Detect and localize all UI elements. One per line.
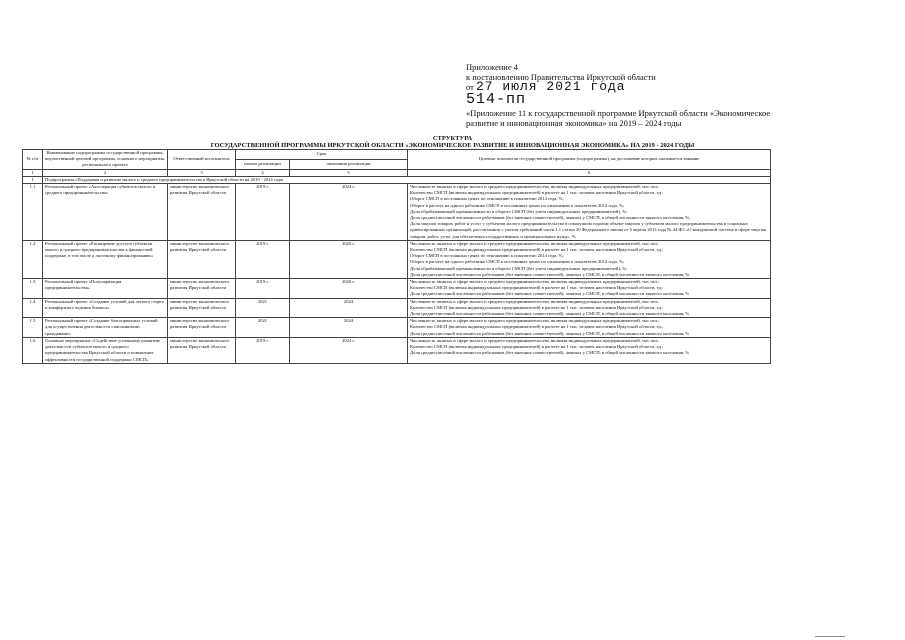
table-row — [23, 318, 771, 338]
header-targets: Целевые показатели государственной программы (подпрограммы), на достижение которых оказывается влияние — [408, 150, 771, 170]
row-targets — [408, 279, 771, 299]
resolution-number: 514-пп — [466, 91, 527, 108]
target-indicator: Доля среднесписочной численности работников (без внешних совместителей), занятых у СМСП, в общей численности занятого населения, % — [410, 311, 690, 317]
row-end: 2024 — [290, 318, 408, 338]
table-row — [23, 184, 771, 241]
row-end: 2020 г. — [290, 279, 408, 299]
row-start: 2021 — [236, 318, 290, 338]
table-row — [23, 240, 771, 278]
resolution-date: 27 июля 2021 года — [475, 79, 626, 94]
section-num: 1 — [23, 176, 43, 183]
target-indicator: Численность занятых в сфере малого и среднего предпринимательства, включая индивидуальных предпринимателей, тыс.чел.; — [410, 279, 660, 285]
row-targets — [408, 318, 771, 338]
reference-text — [466, 108, 811, 128]
row-start: 2021 — [236, 298, 290, 318]
header-num: № п/п — [23, 150, 43, 170]
target-indicator: Доля среднесписочной численности работников (без внешних совместителей), занятых у СМСП, в общей численности занятого населения, % — [410, 291, 690, 297]
column-number: 4 — [236, 169, 290, 176]
target-indicator: Численность занятых в сфере малого и среднего предпринимательства, включая индивидуальных предпринимателей, тыс.чел.; — [410, 337, 660, 343]
target-indicator: Доля среднесписочной численности работников (без внешних совместителей), занятых у СМСП, в общей численности занятого населения, %; — [410, 215, 691, 221]
column-number-row — [23, 169, 771, 176]
header-start: начала реализации — [236, 159, 290, 169]
row-name: Региональный проект «Создание условий для легкого старта и комфортного ведения бизнеса» — [43, 298, 168, 318]
column-number: 6 — [408, 169, 771, 176]
row-responsible: министерство экономического развития Иркутской области — [168, 279, 236, 299]
target-indicator: Численность занятых в сфере малого и среднего предпринимательства, включая индивидуальных предпринимателей, тыс.чел.; — [410, 240, 660, 246]
target-indicator: Численность занятых в сфере малого и среднего предпринимательства, включая индивидуальных предпринимателей, тыс.чел.; — [410, 318, 660, 324]
row-num: 1.5 — [23, 318, 43, 338]
column-number: 5 — [290, 169, 408, 176]
target-indicator: Оборот в расчете на одного работника СМСП в постоянных ценах по отношению к показателю 2014 года, %; — [410, 259, 625, 265]
header-responsible: Ответственный исполнитель — [168, 150, 236, 170]
row-name: Региональный проект «Акселерация субъектов малого и среднего предпринимательства» — [43, 184, 168, 241]
table-row — [23, 298, 771, 318]
structure-table — [22, 149, 771, 364]
table-row — [23, 337, 771, 363]
header-term: Срок — [236, 150, 408, 160]
section-title: Подпрограмма «Поддержка и развитие малого и среднего предпринимательства в Иркутской области на 2019 - 2024 годы — [43, 176, 771, 183]
row-targets — [408, 337, 771, 363]
header-name: Наименование подпрограммы государственной программы, ведомственной целевой программы, основного мероприятия, регионального проекта — [43, 150, 168, 170]
row-name: Региональный проект «Популяризация предпринимательства» — [43, 279, 168, 299]
row-num: 1.6 — [23, 337, 43, 363]
target-indicator: Доля среднесписочной численности работников (без внешних совместителей), занятых у СМСП, в общей численности занятого населения, %. — [410, 271, 691, 277]
table-header-row — [23, 150, 771, 160]
row-start: 2019 г. — [236, 337, 290, 363]
column-number: 3 — [168, 169, 236, 176]
resolution-line: к постановлению Правительства Иркутской области — [466, 72, 656, 82]
section-row — [23, 176, 771, 183]
row-targets — [408, 184, 771, 241]
document-title: СТРУКТУРА — [432, 135, 473, 142]
target-indicator: Численность занятых в сфере малого и среднего предпринимательства, включая индивидуальных предпринимателей, тыс.чел.; — [410, 184, 660, 190]
reference-line-1: «Приложение 11 к государственной программе Иркутской области «Экономическое — [466, 108, 771, 118]
row-end: 2020 г. — [290, 240, 408, 278]
row-num: 1.3 — [23, 279, 43, 299]
target-indicator: Оборот СМСП в постоянных ценах по отношению к показателю 2014 года, %; — [410, 253, 564, 259]
row-responsible: министерство экономического развития Иркутской области — [168, 240, 236, 278]
row-name: Основное мероприятие «Содействие успешному развитию деятельности субъектов малого и среднего предпринимательства Иркутской области и повышение эффективности государственной поддержки СМСП» — [43, 337, 168, 363]
table-row — [23, 279, 771, 299]
target-indicator: Доля закупок товаров, работ и услуг у субъектов малого предпринимательства в совокупном годовом объеме закупок у субъектов малого предпринимательства и социально ориентированных организаций, рассчитанном с учетом требований части 1.1 статьи 30 Федерального закона от 5 апреля 2013 года № 44-ФЗ «О контрактной системе в сфере закупок товаров, работ, услуг для обеспечения государственных и муниципальных нужд», % — [410, 221, 767, 239]
target-indicator: Количество СМСП (включая индивидуальных предпринимателей) в расчете на 1 тыс. человек населения Иркутской области, ед.; — [410, 344, 664, 350]
target-indicator: Оборот в расчете на одного работника СМСП в постоянных ценах по отношению к показателю 2014 года, %; — [410, 202, 625, 208]
header-end: окончания реализации — [290, 159, 408, 169]
row-responsible: министерство экономического развития Иркутской области — [168, 298, 236, 318]
target-indicator: Количество СМСП (включая индивидуальных предпринимателей) в расчете на 1 тыс. человек населения Иркутской области, ед.; — [410, 247, 664, 253]
target-indicator: Количество СМСП (включая индивидуальных предпринимателей) в расчете на 1 тыс. человек населения Иркутской области, ед.; — [410, 285, 664, 291]
target-indicator: Оборот СМСП в постоянных ценах по отношению к показателю 2014 года, %; — [410, 196, 564, 202]
row-end: 2024 г. — [290, 184, 408, 241]
column-number: 1 — [23, 169, 43, 176]
edge-mark — [815, 636, 845, 637]
row-responsible: министерство экономического развития Иркутской области — [168, 184, 236, 241]
target-indicator: Количество СМСП (включая индивидуальных предпринимателей) в расчете на 1 тыс. человек населения Иркутской области, ед.; — [410, 304, 664, 310]
column-number: 2 — [43, 169, 168, 176]
document-subtitle: ГОСУДАРСТВЕННОЙ ПРОГРАММЫ ИРКУТСКОЙ ОБЛАСТИ «ЭКОНОМИЧЕСКОЕ РАЗВИТИЕ И ИННОВАЦИОННАЯ ЭКОНОМИКА» НА 2019 - 2024 ГОДЫ — [210, 142, 695, 149]
row-start: 2019 г. — [236, 240, 290, 278]
target-indicator: Доля обрабатывающей промышленности в обороте СМСП (без учета индивидуальных предпринимателей), %; — [410, 265, 628, 271]
row-end: 2024 — [290, 298, 408, 318]
row-targets — [408, 298, 771, 318]
row-start: 2019 г. — [236, 184, 290, 241]
row-num: 1.4 — [23, 298, 43, 318]
row-responsible: министерство экономического развития Иркутской области — [168, 337, 236, 363]
row-num: 1.1 — [23, 184, 43, 241]
target-indicator: Количество СМСП (включая индивидуальных предпринимателей) в расчете на 1 тыс. человек населения Иркутской области, ед.; — [410, 190, 664, 196]
row-name: Региональный проект «Создание благоприятных условий для осуществления деятельности самозанятыми гражданами» — [43, 318, 168, 338]
document-header — [466, 62, 811, 128]
row-start: 2019 г. — [236, 279, 290, 299]
target-indicator: Доля среднесписочной численности работников (без внешних совместителей), занятых у СМСП, в общей численности занятого населения, % — [410, 330, 690, 336]
from-label: от — [466, 82, 474, 92]
reference-line-2: развитие и инновационная экономика» на 2019 – 2024 годы — [466, 118, 682, 128]
target-indicator: Доля обрабатывающей промышленности в обороте СМСП (без учета индивидуальных предпринимателей), %; — [410, 208, 628, 214]
target-indicator: Численность занятых в сфере малого и среднего предпринимательства, включая индивидуальных предпринимателей, тыс.чел.; — [410, 298, 660, 304]
target-indicator: Доля среднесписочной численности работников (без внешних совместителей), занятых у СМСП, в общей численности занятого населения, % — [410, 350, 690, 356]
row-responsible: министерство экономического развития Иркутской области — [168, 318, 236, 338]
row-num: 1.2 — [23, 240, 43, 278]
target-indicator: Количество СМСП (включая индивидуальных предпринимателей) в расчете на 1 тыс. человек населения Иркутской области, ед.; — [410, 324, 664, 330]
row-end: 2024 г. — [290, 337, 408, 363]
appendix-label: Приложение 4 — [466, 62, 518, 72]
row-targets — [408, 240, 771, 278]
row-name: Региональный проект «Расширение доступа субъектов малого и среднего предпринимательства к финансовой поддержке, в том числе к льготному финансированию» — [43, 240, 168, 278]
